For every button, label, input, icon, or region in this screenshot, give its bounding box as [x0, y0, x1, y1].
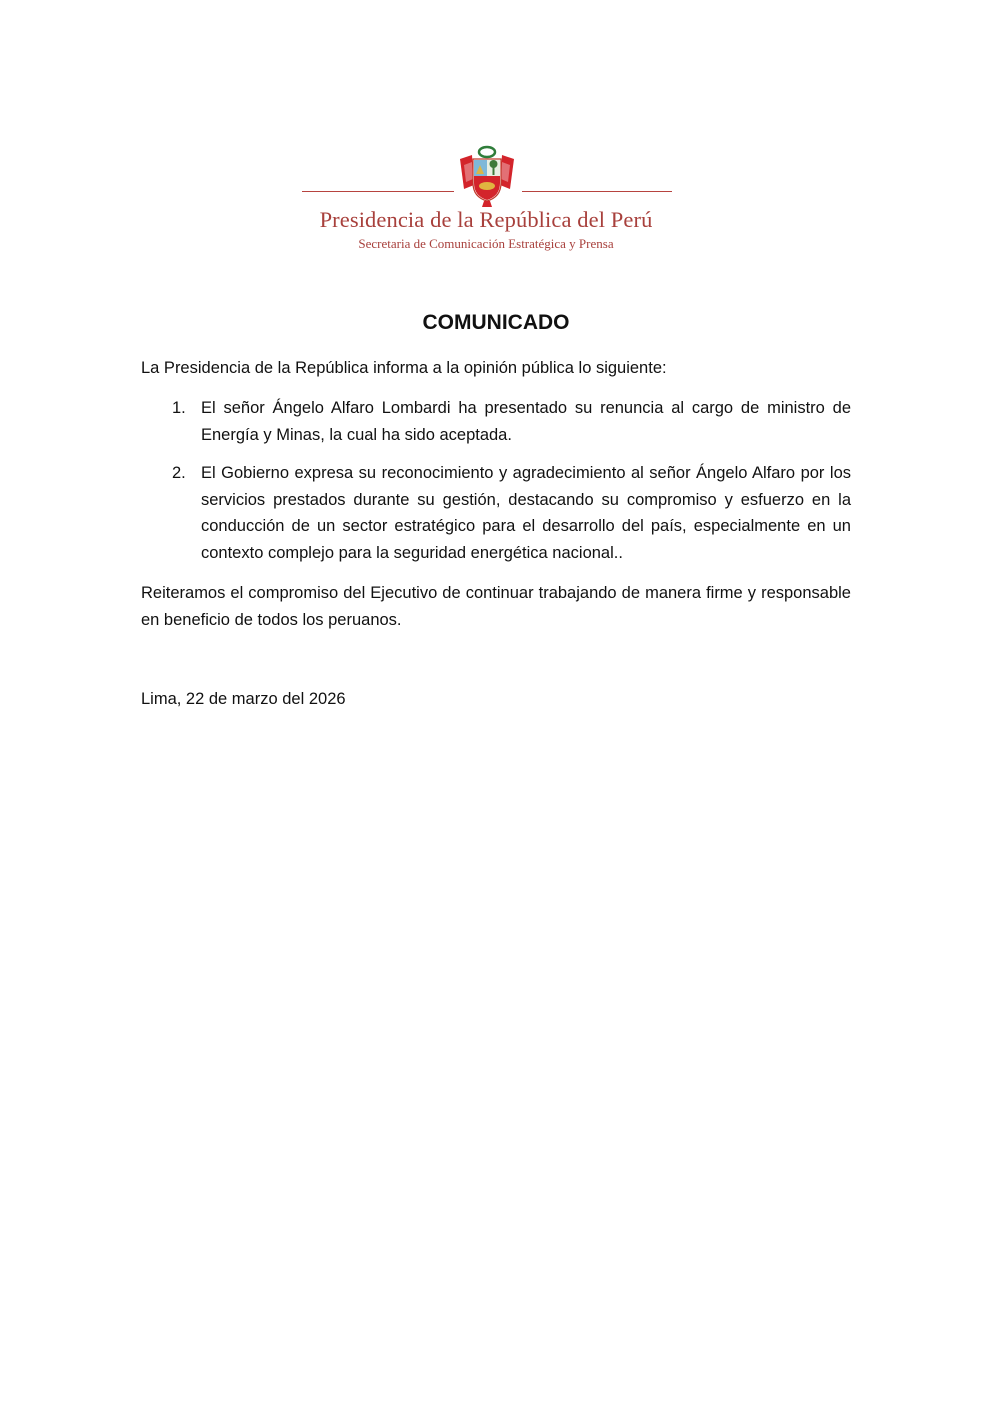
letterhead-subtitle: Secretaria de Comunicación Estratégica y Prensa	[358, 236, 614, 251]
list-item-number: 1.	[172, 399, 186, 417]
coat-of-arms-icon	[456, 145, 518, 207]
dateline: Lima, 22 de marzo del 2026	[141, 690, 346, 708]
list-item-text: El Gobierno expresa su reconocimiento y agradecimiento al señor Ángelo Alfaro por los servicios prestados durante su gestión, destacando su compromiso y esfuerzo en la conducción de un sector estratégico para el desarrollo del país, especialmente en un contexto complejo para la seguridad energética nacional..	[201, 464, 851, 562]
letterhead-rule-right	[522, 191, 672, 192]
letterhead-title: Presidencia de la República del Perú	[319, 207, 653, 232]
list-item	[141, 460, 851, 566]
letterhead	[300, 145, 695, 260]
list-item-text: El señor Ángelo Alfaro Lombardi ha presentado su renuncia al cargo de ministro de Energía y Minas, la cual ha sido aceptada.	[201, 399, 851, 444]
list-item	[141, 395, 851, 448]
list-item-number: 2.	[172, 464, 186, 482]
document-heading: COMUNICADO	[422, 311, 570, 334]
closing-paragraph: Reiteramos el compromiso del Ejecutivo de continuar trabajando de manera firme y responsable en beneficio de todos los peruanos.	[141, 584, 851, 629]
letterhead-rule-left	[302, 191, 454, 192]
intro-paragraph: La Presidencia de la República informa a la opinión pública lo siguiente:	[141, 359, 667, 377]
